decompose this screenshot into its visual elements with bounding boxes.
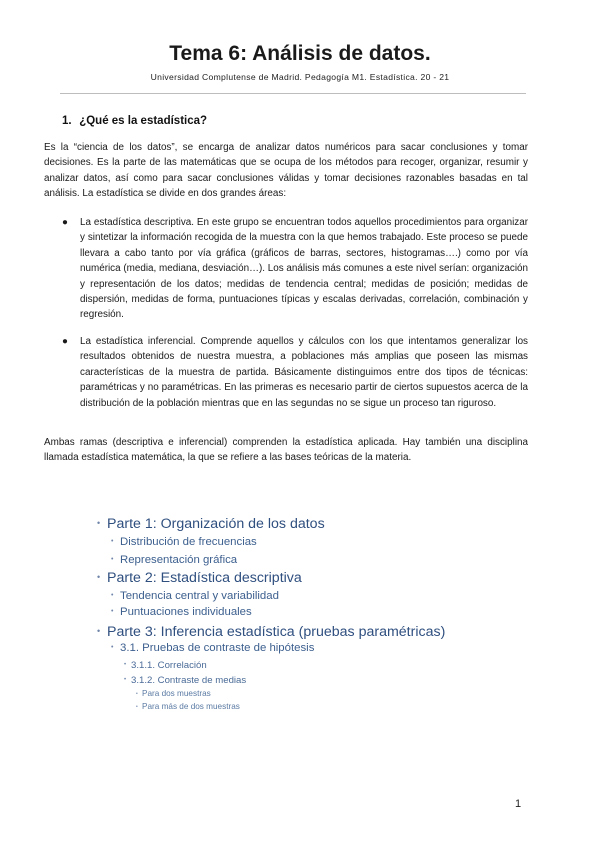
outline-item-tendencia	[111, 590, 279, 602]
outline-bullet-icon: •	[111, 608, 114, 615]
section-number: 1.	[62, 115, 72, 127]
outline-item-representacion	[111, 554, 237, 566]
bullet-dot-icon: ●	[62, 336, 68, 347]
outline-label: Tendencia central y variabilidad	[120, 590, 279, 602]
section-title: ¿Qué es la estadística?	[79, 115, 208, 127]
outline-bullet-icon: •	[111, 592, 114, 599]
outline-bullet-icon: •	[97, 626, 101, 636]
outline-bullet-icon: •	[111, 538, 114, 545]
outline-label: Parte 1: Organización de los datos	[107, 516, 325, 532]
outline-bullet-icon: •	[111, 644, 114, 651]
outline-label: Distribución de frecuencias	[120, 536, 257, 548]
outline-bullet-icon: •	[136, 704, 138, 710]
outline-label: 3.1. Pruebas de contraste de hipótesis	[120, 642, 315, 654]
page-number: 1	[515, 798, 522, 810]
outline-label: Para dos muestras	[142, 689, 211, 698]
outline-bullet-icon: •	[97, 572, 101, 582]
document-subtitle: Universidad Complutense de Madrid. Pedagogía M1. Estadística. 20 - 21	[150, 72, 450, 82]
outline-bullet-icon: •	[97, 518, 101, 528]
outline-bullet-icon: •	[124, 662, 127, 668]
outline-item-mas-de-dos-muestras	[136, 702, 240, 711]
section-heading	[62, 115, 207, 127]
outline-item-frecuencias	[111, 536, 257, 548]
intro-paragraph: Es la “ciencia de los datos”, se encarga de analizar datos numéricos para sacar conclusiones y tomar decisiones. Es la parte de las matemáticas que se ocupa de los métodos para recoger, organizar, resumir y analizar datos, así como para sacar conclusiones válidas y tomar decisiones razonables basadas en tal análisis. La estadística se divide en dos grandes áreas:	[44, 142, 528, 200]
outline-bullet-icon: •	[136, 691, 138, 697]
outline-item-dos-muestras	[136, 689, 211, 698]
outline-label: Puntuaciones individuales	[120, 606, 252, 618]
outline-part-3	[97, 624, 445, 640]
outline-label: 3.1.1. Correlación	[131, 660, 207, 671]
outline-label: Parte 2: Estadística descriptiva	[107, 570, 302, 586]
outline-bullet-icon: •	[111, 556, 114, 563]
outline-label: 3.1.2. Contraste de medias	[131, 675, 247, 686]
bullet-dot-icon: ●	[62, 217, 68, 228]
final-paragraph: Ambas ramas (descriptiva e inferencial) comprenden la estadística aplicada. Hay también una disciplina llamada estadística matemática, la que se refiere a las bases teóricas de la materia.	[44, 437, 528, 464]
outline-part-1	[97, 516, 325, 532]
header-divider	[60, 93, 526, 94]
outline-bullet-icon: •	[124, 677, 127, 683]
outline-part-2	[97, 570, 302, 586]
document-title: Tema 6: Análisis de datos.	[169, 42, 431, 65]
bullet-text: La estadística descriptiva. En este grupo se encuentran todos aquellos procedimientos para organizar y sintetizar la información recogida de la muestra con la que hemos trabajado. Este proceso se puede llevara a cabo tanto por vía gráfica (gráficos de barras, sectores, histogramas….) como por vía numérica (media, mediana, desviación…). Los análisis más comunes a este nivel serían: organización y representación de los datos; medidas de tendencia central; medidas de posición; medidas de dispersión, medidas de forma, puntuaciones típicas y escalas derivadas, correlación, combinación y regresión.	[80, 217, 528, 321]
outline-item-contraste-hipotesis	[111, 642, 314, 654]
outline-label: Representación gráfica	[120, 554, 238, 566]
outline-label: Para más de dos muestras	[142, 702, 240, 711]
outline-label: Parte 3: Inferencia estadística (pruebas paramétricas)	[107, 624, 446, 640]
outline-item-correlacion	[124, 660, 207, 671]
outline-item-puntuaciones	[111, 606, 252, 618]
bullet-text: La estadística inferencial. Comprende aquellos y cálculos con los que intentamos generalizar los resultados obtenidos de nuestra muestra, a poblaciones más amplias que poseen las mismas características de la muestra de partida. Básicamente distinguimos entre dos tipos de técnicas: paramétricas y no paramétricas. En las primeras es necesario partir de ciertos supuestos acerca de la distribución de la población mientras que en las segundas no se sigue un proceso tan riguroso.	[80, 336, 528, 409]
outline-item-contraste-medias	[124, 675, 246, 686]
